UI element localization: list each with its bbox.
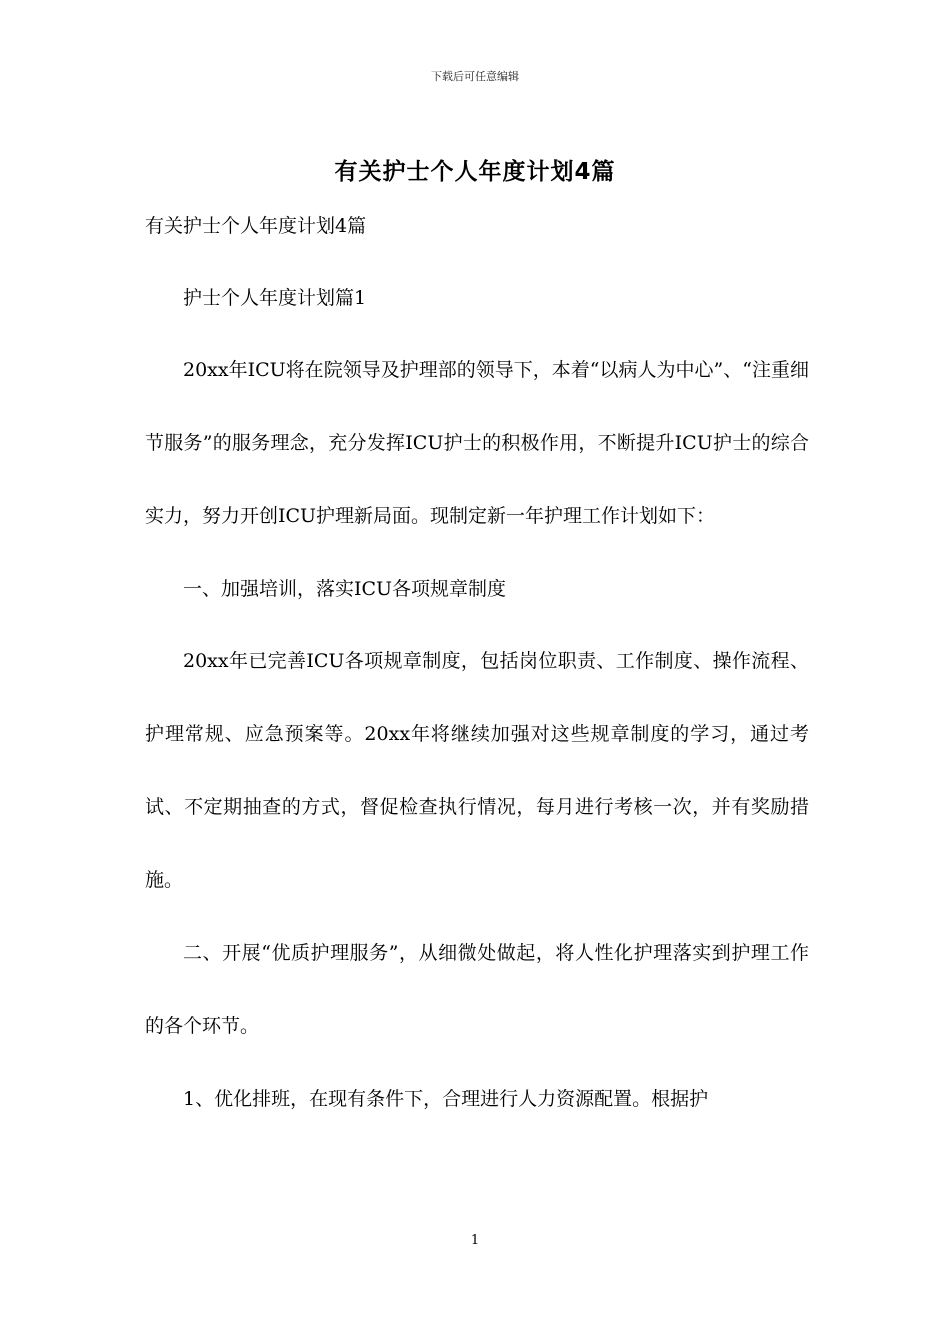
page-number: 1 (470, 1233, 480, 1248)
section-heading-training: 一、加强培训，落实ICU各项规章制度 (183, 578, 507, 600)
scheduling-paragraph: 1、优化排班，在现有条件下，合理进行人力资源配置。根据护 (183, 1088, 709, 1110)
training-paragraph: 20xx年已完善ICU各项规章制度，包括岗位职责、工作制度、操作流程、护理常规、应急预案等。20xx年将继续加强对这些规章制度的学习，通过考试、不定期抽查的方式，督促检查执行情况，每月进行考核一次，并有奖励措施。 (145, 650, 809, 891)
document-body (145, 208, 809, 1153)
header-note: 下载后可任意编辑 (431, 70, 519, 83)
subtitle-paragraph: 有关护士个人年度计划4篇 (145, 215, 367, 237)
document-title: 有关护士个人年度计划4篇 (334, 159, 616, 185)
section-heading-plan-1: 护士个人年度计划篇1 (183, 287, 367, 309)
section-heading-quality-service: 二、开展“优质护理服务”，从细微处做起，将人性化护理落实到护理工作的各个环节。 (145, 942, 809, 1037)
intro-paragraph: 20xx年ICU将在院领导及护理部的领导下，本着“以病人为中心”、“注重细节服务”的服务理念，充分发挥ICU护士的积极作用，不断提升ICU护士的综合实力，努力开创ICU护理新局面。现制定新一年护理工作计划如下： (145, 359, 809, 527)
